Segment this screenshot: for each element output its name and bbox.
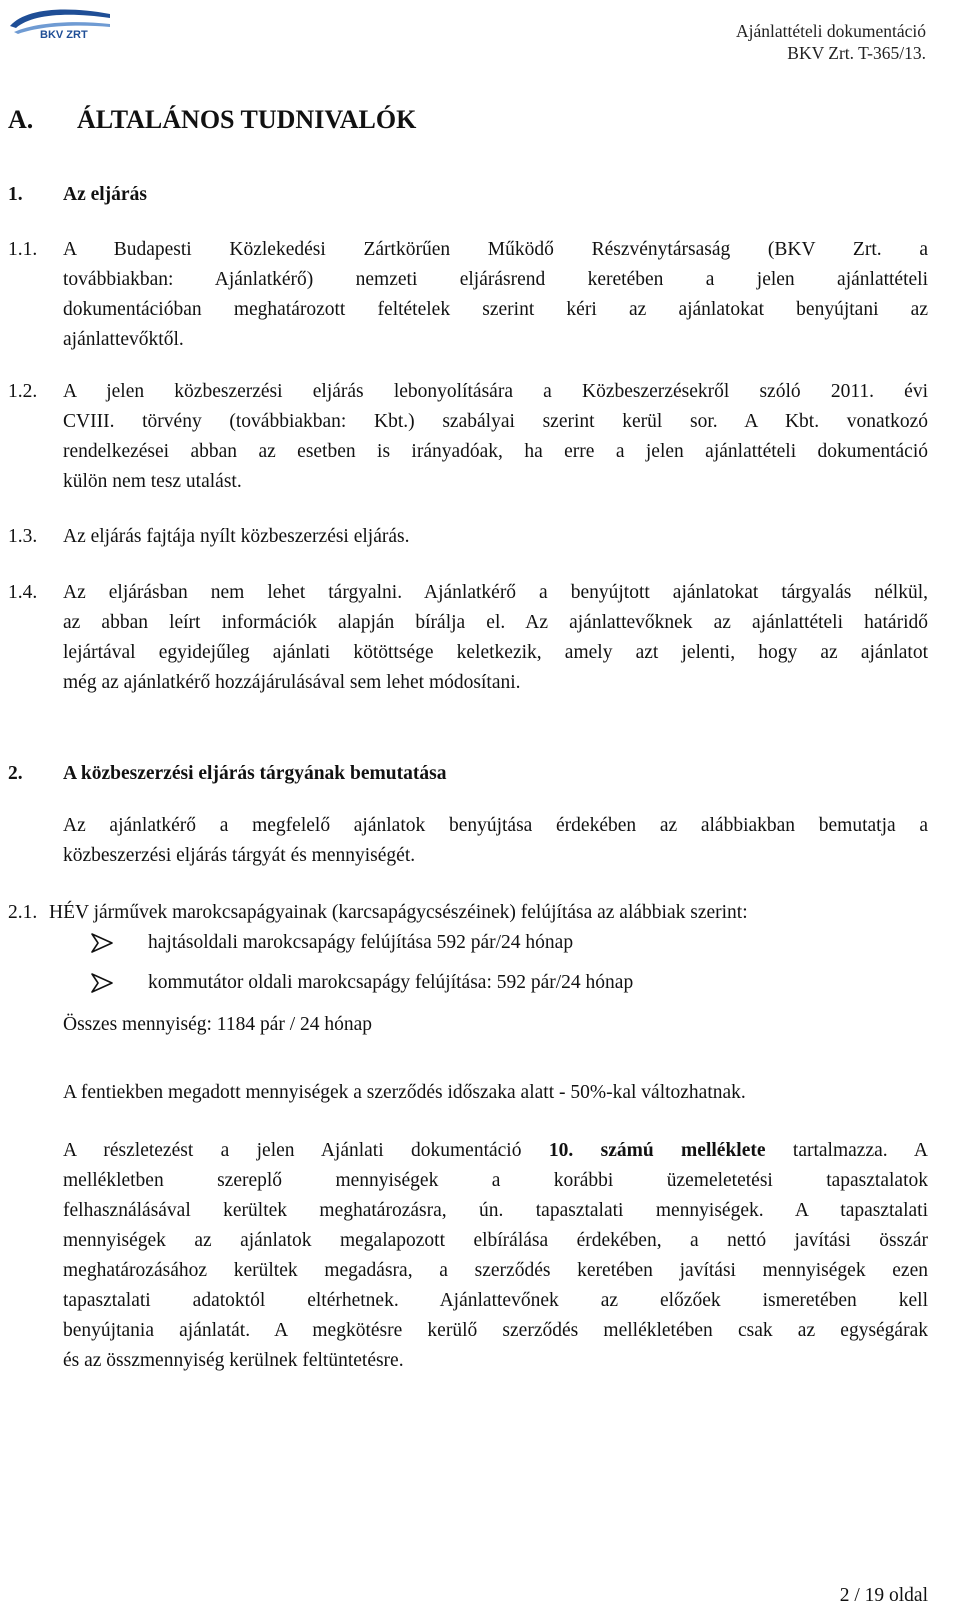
para-1-2-line: rendelkezései abban az esetben is irányadóak, ha erre a jelen ajánlattételi dokumentáció xyxy=(63,441,928,462)
details-first-pre: A részletezést a jelen Ajánlati dokumentáció xyxy=(63,1140,522,1161)
para-1-1-line: ajánlattevőktől. xyxy=(63,329,184,350)
arrow-bullet-icon xyxy=(90,932,114,954)
details-line: felhasználásával kerültek meghatározásra, ún. tapasztalati mennyiségek. A tapasztalati xyxy=(63,1200,928,1221)
para-1-1-number: 1.1. xyxy=(8,239,38,260)
arrow-bullet-icon xyxy=(90,972,114,994)
header-doc-ref: BKV Zrt. T-365/13. xyxy=(787,43,926,63)
details-first-post: tartalmazza. A xyxy=(792,1140,929,1161)
bullet-item: kommutátor oldali marokcsapágy felújítása: 592 pár/24 hónap xyxy=(148,972,634,993)
section-2-title: A közbeszerzési eljárás tárgyának bemutatása xyxy=(63,763,447,784)
para-1-2-line: A jelen közbeszerzési eljárás lebonyolítására a Közbeszerzésekről szóló 2011. évi xyxy=(63,381,928,402)
para-1-1-line: dokumentációban meghatározott feltételek szerint kéri az ajánlatokat benyújtani az xyxy=(63,299,928,320)
para-2-1-text: HÉV járművek marokcsapágyainak (karcsapágycsészéinek) felújítása az alábbiak szerint: xyxy=(49,902,748,923)
para-1-3-line: Az eljárás fajtája nyílt közbeszerzési eljárás. xyxy=(63,526,410,547)
para-1-4-number: 1.4. xyxy=(8,582,38,603)
quantity-variation: A fentiekben megadott mennyiségek a szerződés időszaka alatt - 50%-kal változhatnak. xyxy=(63,1082,746,1103)
section-2-intro-line: közbeszerzési eljárás tárgyát és mennyiségét. xyxy=(63,845,416,866)
para-1-4-line: Az eljárásban nem lehet tárgyalni. Ajánlatkérő a benyújtott ajánlatokat tárgyalás nélkül, xyxy=(63,582,928,603)
para-1-2-number: 1.2. xyxy=(8,381,38,402)
details-line: tapasztalati adatoktól eltérhetnek. Ajánlattevőnek az előzőek ismeretében kell xyxy=(63,1290,928,1311)
para-2-1-number: 2.1. xyxy=(8,902,38,923)
section-2-intro-line: Az ajánlatkérő a megfelelő ajánlatok benyújtása érdekében az alábbiakban bemutatja a xyxy=(63,815,928,836)
section-a-number: A. xyxy=(8,105,34,134)
bullet-item: hajtásoldali marokcsapágy felújítása 592 pár/24 hónap xyxy=(148,932,574,953)
para-1-2-line: CVIII. törvény (továbbiakban: Kbt.) szabályai szerint kerül sor. A Kbt. vonatkozó xyxy=(63,411,928,432)
section-2-number: 2. xyxy=(8,763,23,784)
details-annex-ref: 10. számú melléklete xyxy=(548,1140,766,1161)
page-number: 2 / 19 oldal xyxy=(839,1585,928,1606)
para-1-3-number: 1.3. xyxy=(8,526,38,547)
total-quantity: Összes mennyiség: 1184 pár / 24 hónap xyxy=(63,1014,373,1035)
logo-text: BKV ZRT xyxy=(40,29,88,40)
para-1-4-line: az abban leírt információk alapján bírálja el. Az ajánlattevőknek az ajánlattételi határidő xyxy=(63,612,928,633)
details-line: meghatározásához kerültek megadásra, a szerződés keretében javítási mennyiségek ezen xyxy=(63,1260,928,1281)
section-1-title: Az eljárás xyxy=(63,184,147,205)
section-1-number: 1. xyxy=(8,184,23,205)
para-1-1-line: A Budapesti Közlekedési Zártkörűen Működő Részvénytársaság (BKV Zrt. a xyxy=(63,239,928,260)
para-1-2-line: külön nem tesz utalást. xyxy=(63,471,242,492)
details-first-line xyxy=(63,1136,928,1166)
header-doc-title: Ajánlattételi dokumentáció xyxy=(735,21,926,41)
details-line: mennyiségek az ajánlatok megalapozott elbírálása érdekében, a nettó javítási összár xyxy=(63,1230,928,1251)
details-line: és az összmennyiség kerülnek feltüntetésre. xyxy=(63,1350,404,1371)
bkv-logo xyxy=(6,4,116,40)
para-1-1-line: továbbiakban: Ajánlatkérő) nemzeti eljárásrend keretében a jelen ajánlattételi xyxy=(63,269,928,290)
section-a-title: ÁLTALÁNOS TUDNIVALÓK xyxy=(77,105,417,134)
details-line: mellékletben szereplő mennyiségek a korábbi üzemeletetési tapasztalatok xyxy=(63,1170,928,1191)
details-line: benyújtania ajánlatát. A megkötésre kerülő szerződés mellékletében csak az egységárak xyxy=(63,1320,928,1341)
para-1-4-line: még az ajánlatkérő hozzájárulásával sem lehet módosítani. xyxy=(63,672,521,693)
document-header xyxy=(736,20,926,64)
para-1-4-line: lejártával egyidejűleg ajánlati kötöttsége keletkezik, amely azt jelenti, hogy az ajánlatot xyxy=(63,642,928,663)
